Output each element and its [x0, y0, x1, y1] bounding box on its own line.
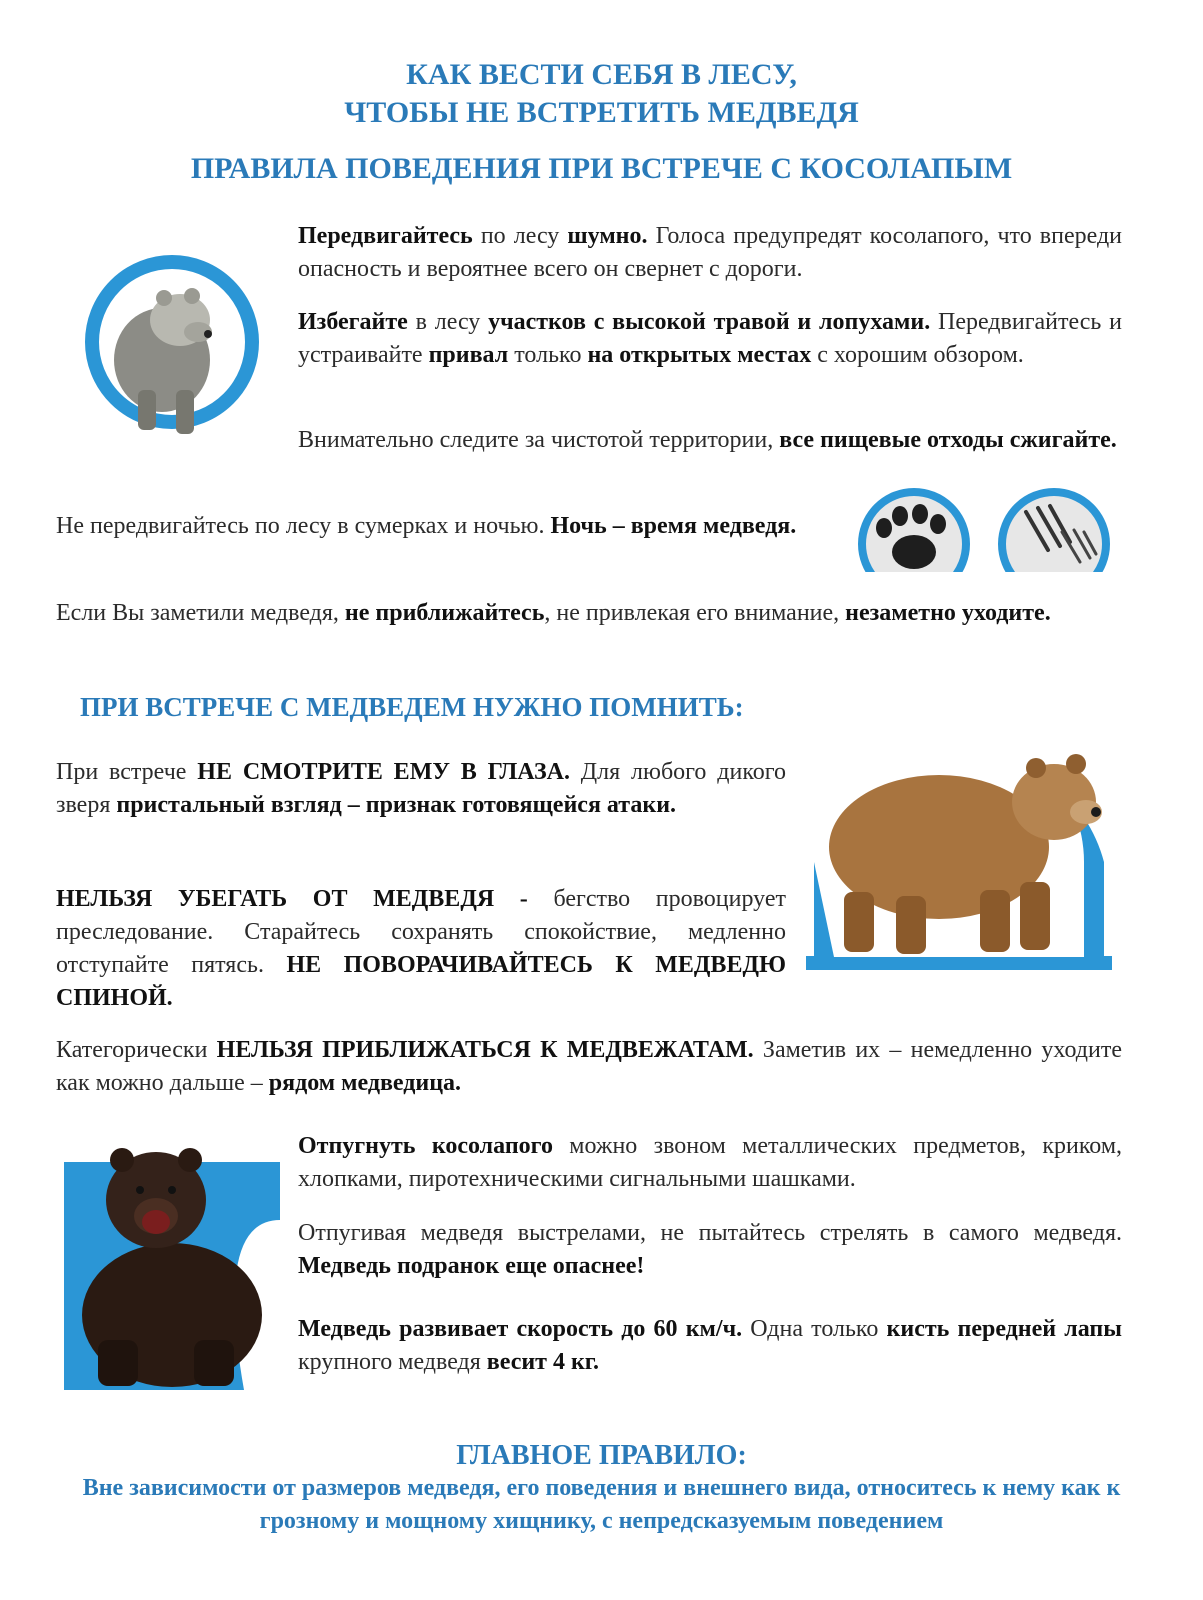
bold-text: незаметно уходите.: [845, 600, 1051, 626]
page-subtitle: ПРАВИЛА ПОВЕДЕНИЯ ПРИ ВСТРЕЧЕ С КОСОЛАПЫМ: [190, 152, 1013, 185]
text: Для любого дикого зверя: [56, 759, 787, 818]
text: Внимательно следите за чистотой территории,: [298, 427, 780, 453]
bold-text: кисть передней лапы: [886, 1316, 1122, 1342]
bold-text: весит 4 кг.: [486, 1349, 599, 1375]
black-bear-icon: [64, 1140, 280, 1390]
paragraph-move-noisily: [298, 220, 1122, 286]
bold-text: все пищевые отходы сжигайте.: [779, 427, 1117, 453]
text: Передвигайтесь и устраивайте: [298, 309, 1122, 368]
section-heading-remember: ПРИ ВСТРЕЧЕ С МЕДВЕДЕМ НУЖНО ПОМНИТЬ:: [80, 692, 744, 722]
bold-text: рядом медведица.: [268, 1070, 462, 1096]
paragraph-speed: [298, 1313, 1122, 1379]
text: , не привлекая его внимание,: [544, 600, 846, 626]
grey-bear-icon: [80, 250, 265, 440]
paragraph-cubs: [56, 1034, 1122, 1100]
bold-text: шумно.: [567, 223, 648, 249]
text: в лесу: [407, 309, 489, 335]
page-title-line2: ЧТОБЫ НЕ ВСТРЕТИТЬ МЕДВЕДЯ: [344, 96, 859, 129]
text: Если Вы заметили медведя,: [56, 600, 345, 626]
paragraph-no-eye-contact: [56, 756, 786, 822]
text: бегство провоцирует преследование. Старайтесь сохранять спокойствие, медленно отступайте пятясь.: [56, 886, 786, 978]
main-rule-heading: ГЛАВНОЕ ПРАВИЛО:: [456, 1440, 747, 1471]
page-title-line1: КАК ВЕСТИ СЕБЯ В ЛЕСУ,: [406, 58, 797, 91]
bold-text: НЕЛЬЗЯ ПРИБЛИЖАТЬСЯ К МЕДВЕЖАТАМ.: [216, 1037, 754, 1063]
text: крупного медведя: [298, 1349, 487, 1375]
bold-text: участков с высокой травой и лопухами.: [488, 309, 931, 335]
bold-text: НЕ СМОТРИТЕ ЕМУ В ГЛАЗА.: [197, 759, 570, 785]
bold-text: Избегайте: [298, 309, 408, 335]
paragraph-night: [56, 510, 832, 543]
bold-text: Медведь развивает скорость до 60 км/ч.: [298, 1316, 743, 1342]
text: При встрече: [56, 759, 198, 785]
bold-text: Отпугнуть косолапого: [298, 1133, 553, 1159]
text: Категорически: [56, 1037, 217, 1063]
text: по лесу: [472, 223, 568, 249]
text: Голоса предупредят косолапого, что впереди опасность и вероятнее всего он свернет с дороги.: [298, 223, 1123, 282]
bold-text: привал: [428, 342, 509, 368]
bold-text: Медведь подранок еще опаснее!: [298, 1253, 645, 1279]
claw-marks-icon: [996, 484, 1116, 574]
text: Заметив их – немедленно уходите как можно дальше –: [56, 1037, 1122, 1096]
paragraph-clean-territory: [56, 424, 1122, 457]
paw-print-icon: [856, 484, 976, 574]
main-rule-text: Вне зависимости от размеров медведя, его поведения и внешнего вида, относитесь к нему как к грозному и мощному хищнику, с непредсказуемым поведением: [82, 1475, 1121, 1534]
bold-text: НЕ ПОВОРАЧИВАЙТЕСЬ К МЕДВЕДЮ СПИНОЙ.: [56, 952, 786, 1011]
bold-text: НЕЛЬЗЯ УБЕГАТЬ ОТ МЕДВЕДЯ -: [56, 886, 528, 912]
bold-text: на открытых местах: [587, 342, 812, 368]
bold-text: не приближайтесь: [344, 600, 545, 626]
text: с хорошим обзором.: [811, 342, 1024, 368]
bold-text: пристальный взгляд – признак готовящейся атаки.: [116, 792, 677, 818]
paragraph-scare-off: [298, 1130, 1122, 1196]
paragraph-avoid-grass: [298, 306, 1122, 372]
text: только: [508, 342, 588, 368]
bold-text: Передвигайтесь: [298, 223, 473, 249]
paragraph-do-not-approach: [56, 597, 1122, 630]
text: Одна только: [742, 1316, 887, 1342]
text: можно звоном металлических предметов, криком, хлопками, пиротехническими сигнальными шашками.: [298, 1133, 1122, 1192]
text: Отпугивая медведя выстрелами, не пытайтесь стрелять в самого медведя.: [298, 1220, 1122, 1246]
text: Не передвигайтесь по лесу в сумерках и ночью.: [56, 513, 551, 539]
paragraph-shots: [298, 1217, 1122, 1283]
bold-text: Ночь – время медведя.: [550, 513, 797, 539]
brown-bear-icon: [804, 712, 1114, 974]
paragraph-do-not-run: [56, 883, 786, 1015]
